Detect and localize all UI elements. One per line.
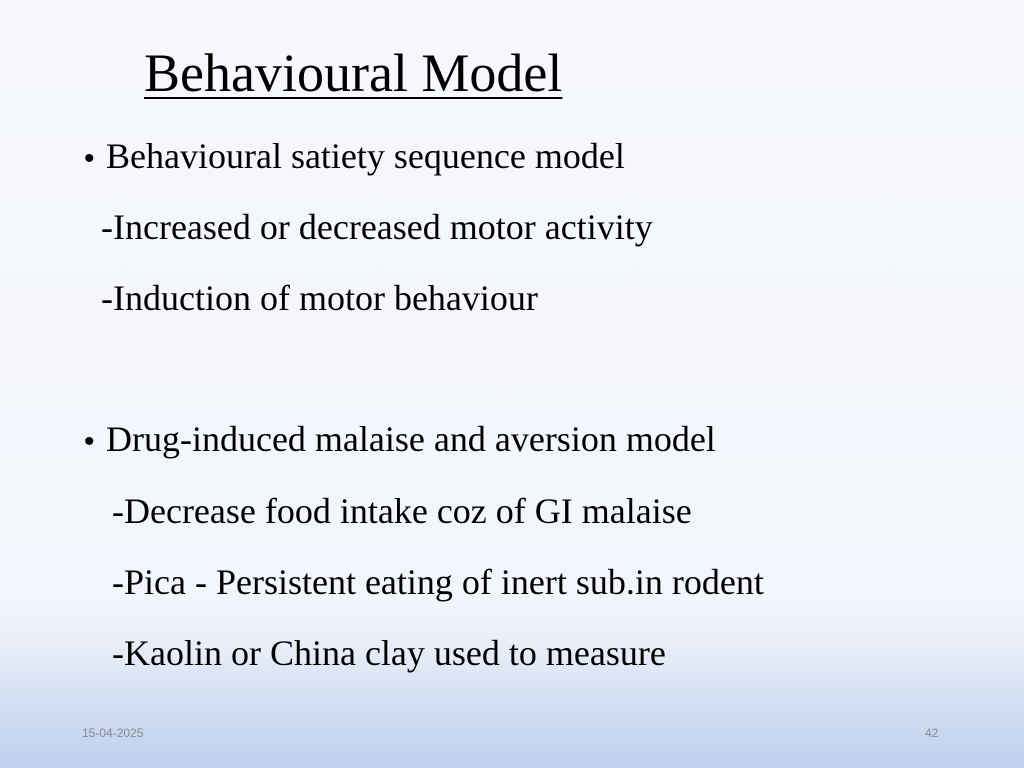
sub-item: -Kaolin or China clay used to measure xyxy=(112,633,666,673)
slide-title: Behavioural Model xyxy=(144,43,563,103)
footer-date: 15-04-2025 xyxy=(82,726,144,740)
bullet-heading: Behavioural satiety sequence model xyxy=(106,136,625,176)
sub-item: -Increased or decreased motor activity xyxy=(101,207,653,247)
bullet-item xyxy=(84,134,625,181)
bullet-heading: Drug-induced malaise and aversion model xyxy=(106,419,716,459)
sub-item: -Induction of motor behaviour xyxy=(101,278,538,318)
bullet-icon: • xyxy=(84,142,95,175)
page-number: 42 xyxy=(925,726,939,740)
bullet-item xyxy=(84,417,716,464)
sub-item: -Decrease food intake coz of GI malaise xyxy=(112,491,692,531)
bullet-icon: • xyxy=(84,425,95,458)
sub-item: -Pica - Persistent eating of inert sub.in rodent xyxy=(112,562,764,602)
